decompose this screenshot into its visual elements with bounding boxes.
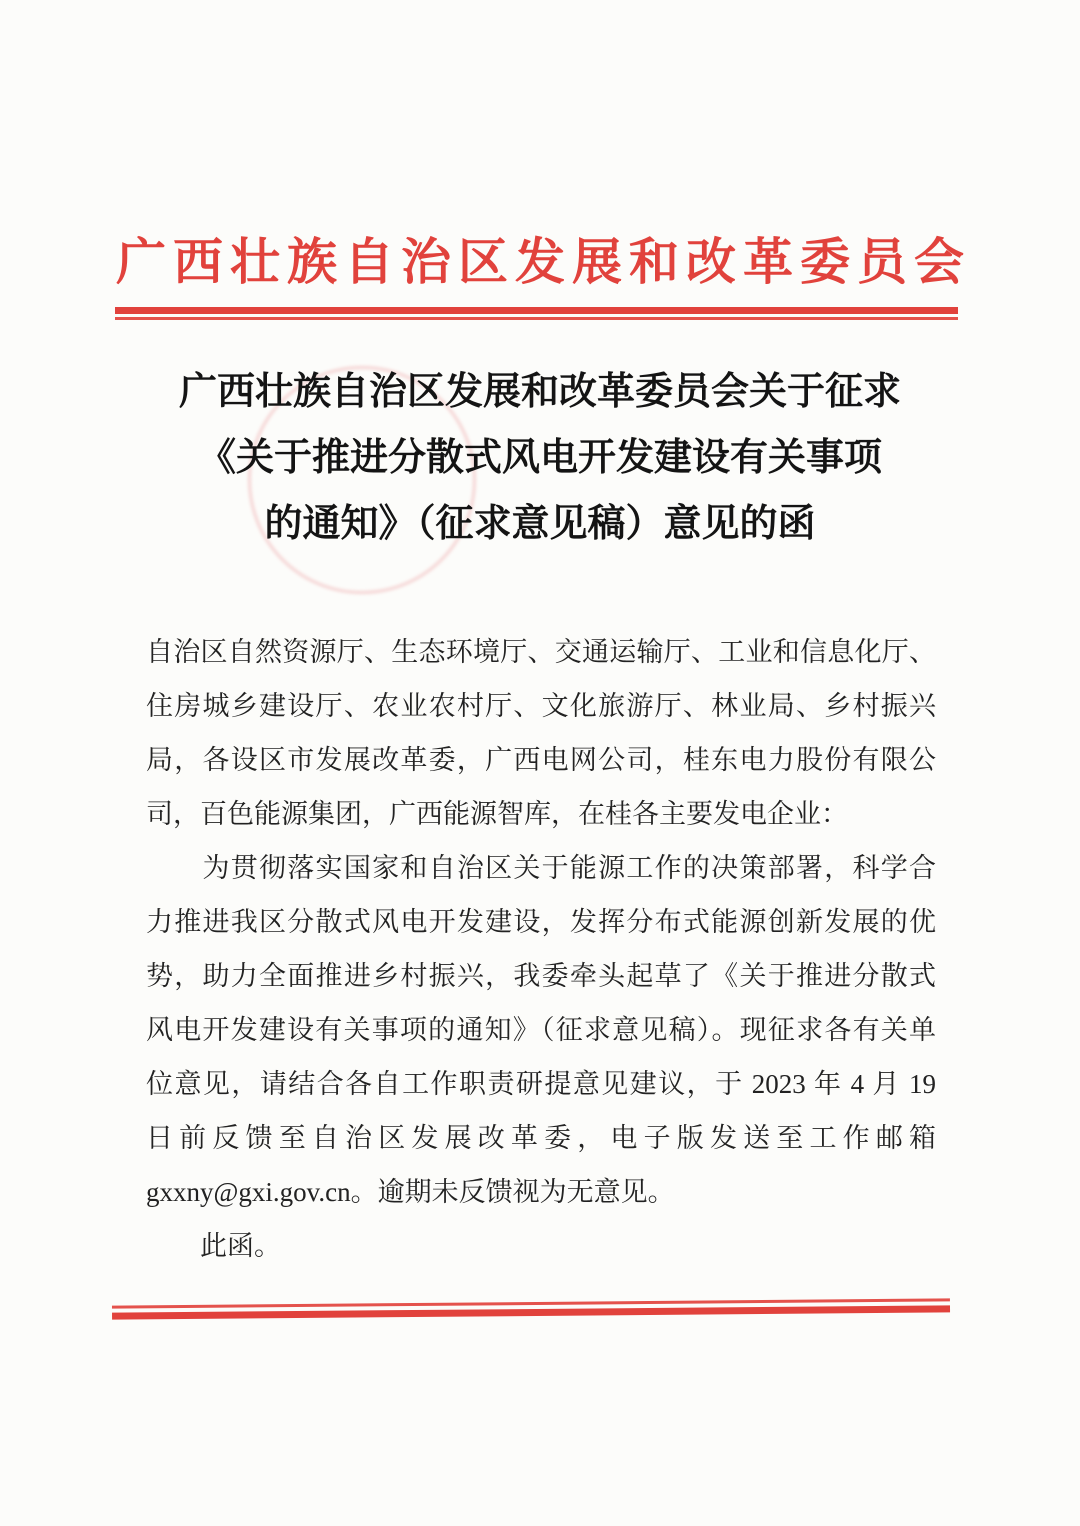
body-line: 力推进我区分散式风电开发建设，发挥分布式能源创新发展的优 (146, 907, 936, 937)
body-line: 为贯彻落实国家和自治区关于能源工作的决策部署，科学合 (146, 853, 936, 883)
document-title-line-2: 《关于推进分散式风电开发建设有关事项 (197, 434, 882, 479)
letterhead-agency-name: 广西壮族自治区发展和改革委员会 (116, 232, 971, 291)
body-line: gxxny@gxi.gov.cn。逾期未反馈视为无意见。 (146, 1177, 675, 1207)
footer-divider-bottom (112, 1298, 950, 1319)
letterhead-divider-top (115, 307, 958, 320)
document-body (146, 625, 936, 1273)
body-line: 日前反馈至自治区发展改革委，电子版发送至工作邮箱 (146, 1123, 936, 1153)
body-line: 自治区自然资源厅、生态环境厅、交通运输厅、工业和信息化厅、 (146, 637, 936, 667)
body-line: 势，助力全面推进乡村振兴，我委牵头起草了《关于推进分散式 (146, 961, 936, 991)
document-title (0, 358, 1080, 556)
document-title-line-1: 广西壮族自治区发展和改革委员会关于征求 (178, 368, 901, 413)
body-line: 局，各设区市发展改革委，广西电网公司，桂东电力股份有限公 (146, 745, 936, 775)
body-line: 风电开发建设有关事项的通知》（征求意见稿）。现征求各有关单 (146, 1015, 936, 1045)
body-line: 位意见，请结合各自工作职责研提意见建议，于 2023 年 4 月 19 (146, 1069, 936, 1099)
body-line: 司，百色能源集团，广西能源智库，在桂各主要发电企业： (146, 799, 848, 829)
body-line: 住房城乡建设厅、农业农村厅、文化旅游厅、林业局、乡村振兴 (146, 691, 936, 721)
divider-thick-line (115, 307, 958, 314)
document-title-line-3: 的通知》（征求意见稿）意见的函 (264, 500, 816, 545)
divider-thin-line (115, 317, 958, 320)
body-line: 此函。 (146, 1231, 281, 1261)
